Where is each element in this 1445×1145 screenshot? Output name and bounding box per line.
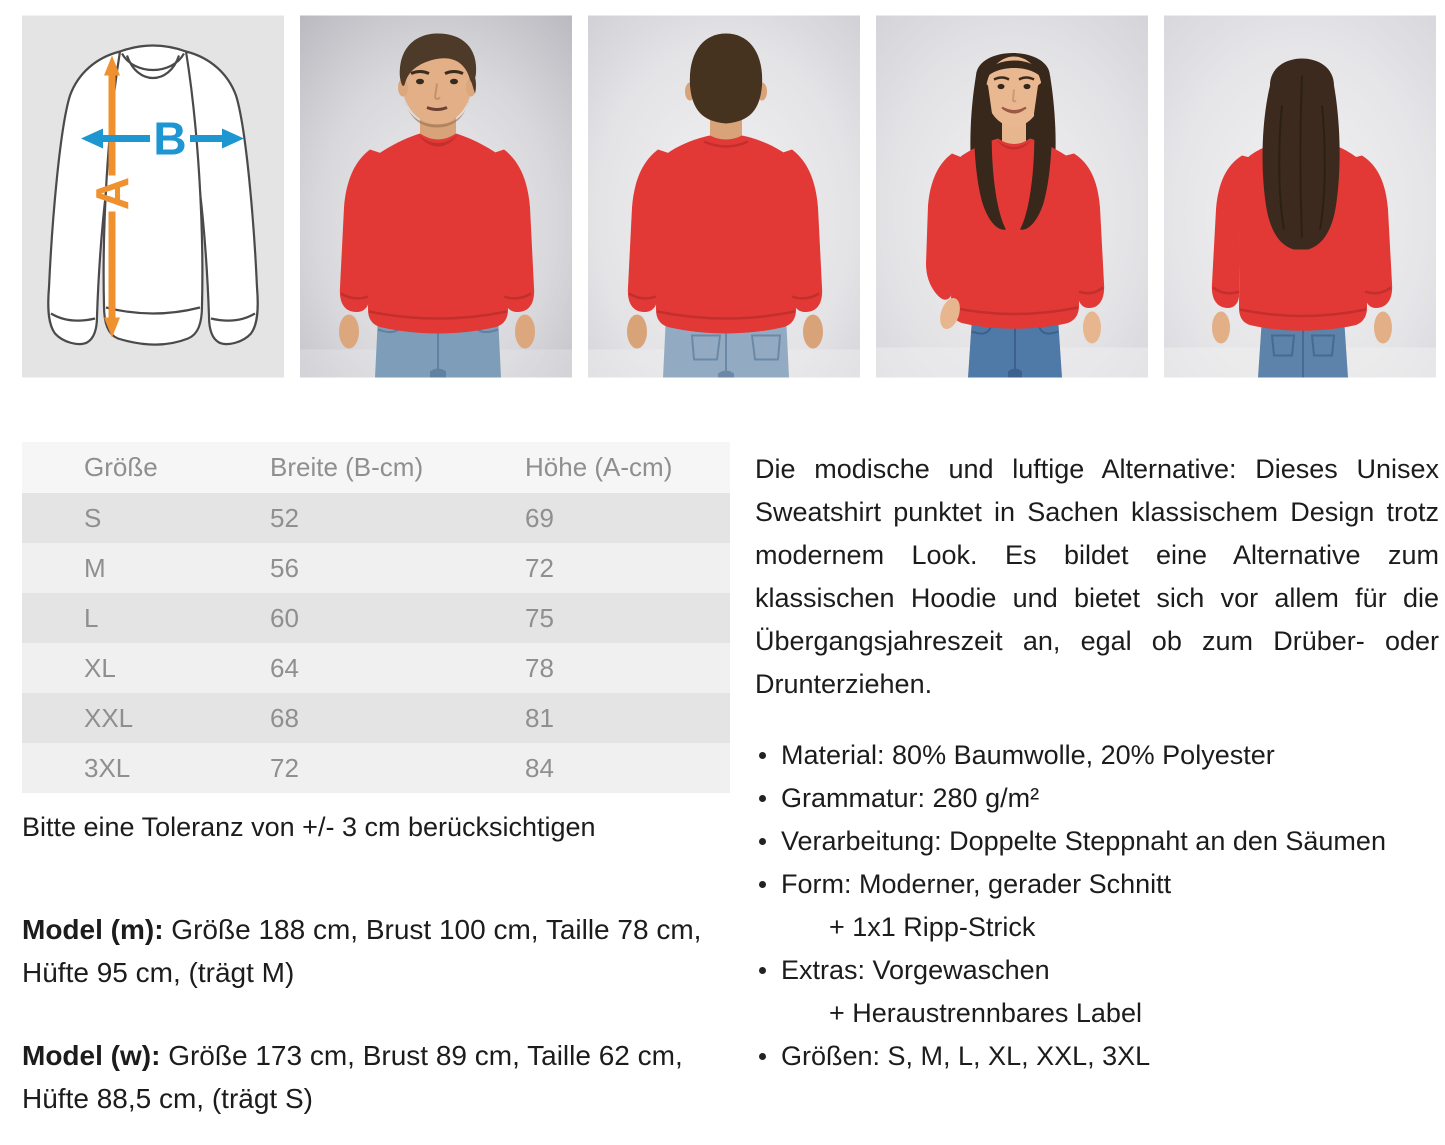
photo-man-front [300, 15, 572, 378]
photo-man-back [588, 15, 860, 378]
label-a: A [86, 176, 138, 211]
tolerance-note: Bitte eine Toleranz von +/- 3 cm berücksichtigen [22, 812, 596, 842]
header-groesse: Größe [22, 442, 270, 493]
feature-list [755, 734, 1439, 1078]
bullet-icon [755, 949, 781, 1035]
photo-woman-front-svg [876, 15, 1148, 378]
product-images [22, 15, 1436, 378]
photo-man-front-svg [300, 15, 572, 378]
feature-continuation: + 1x1 Ripp-Strick [829, 912, 1036, 942]
right-hand [1083, 312, 1101, 344]
torso [951, 139, 1079, 329]
list-item [755, 863, 1439, 949]
feature-text: Größen: S, M, L, XL, XXL, 3XL [781, 1041, 1151, 1071]
table-row: XXL 68 81 [22, 693, 730, 743]
photo-woman-back [1164, 15, 1436, 378]
header-hoehe: Höhe (A-cm) [525, 442, 730, 493]
table-row: L 60 75 [22, 593, 730, 643]
size-diagram [22, 15, 284, 378]
left-hand [339, 315, 359, 349]
feature-text: Verarbeitung: Doppelte Steppnaht an den Säumen [781, 826, 1386, 856]
bullet-icon [755, 734, 781, 777]
left-hand [1212, 312, 1230, 344]
photo-woman-back-svg [1164, 15, 1436, 378]
bullet-icon [755, 820, 781, 863]
size-diagram-svg [22, 15, 284, 378]
right-hand [1374, 312, 1392, 344]
model-m-info [22, 908, 712, 994]
feature-continuation: + Heraustrennbares Label [829, 998, 1142, 1028]
photo-woman-front [876, 15, 1148, 378]
table-header-row [22, 442, 730, 493]
hair-back [690, 34, 762, 124]
table-row: S 52 69 [22, 493, 730, 543]
feature-text: Form: Moderner, gerader Schnitt [781, 869, 1172, 899]
torso [368, 134, 508, 334]
list-item [755, 777, 1439, 820]
product-description: Die modische und luftige Alternative: Dieses Unisex Sweatshirt punktet in Sachen klassischem Design trotz modernem Look. Es bildet eine Alternative zum klassischen Hoodie und bietet sich vor allem für die Übergangsjahreszeit an, egal ob zum Drüber- oder Drunterziehen. [755, 454, 1439, 699]
feature-text: Grammatur: 280 g/m² [781, 783, 1040, 813]
right-hand [515, 315, 535, 349]
label-b: B [153, 112, 187, 165]
size-table [22, 442, 730, 793]
list-item [755, 734, 1439, 777]
model-w-info [22, 1034, 712, 1120]
header-breite: Breite (B-cm) [270, 442, 525, 493]
product-info-column [755, 448, 1439, 1078]
list-item [755, 820, 1439, 863]
photo-man-back-svg [588, 15, 860, 378]
model-m-text: Größe 188 cm, Brust 100 cm, Taille 78 cm, Hüfte 95 cm, (trägt M) [22, 914, 702, 988]
right-hand [803, 315, 823, 349]
model-w-text: Größe 173 cm, Brust 89 cm, Taille 62 cm, Hüfte 88,5 cm, (trägt S) [22, 1040, 683, 1114]
list-item [755, 949, 1439, 1035]
sweatshirt [340, 134, 534, 334]
feature-text: Extras: Vorgewaschen [781, 955, 1050, 985]
table-row: XL 64 78 [22, 643, 730, 693]
table-row: 3XL 72 84 [22, 743, 730, 793]
left-hand [627, 315, 647, 349]
bullet-icon [755, 777, 781, 820]
feature-text: Material: 80% Baumwolle, 20% Polyester [781, 740, 1275, 770]
bullet-icon [755, 863, 781, 949]
bullet-icon [755, 1035, 781, 1078]
sweatshirt-outline [48, 46, 258, 345]
list-item [755, 1035, 1439, 1078]
model-w-label: Model (w): [22, 1040, 161, 1071]
torso [656, 136, 796, 334]
model-m-label: Model (m): [22, 914, 164, 945]
sweatshirt [628, 136, 822, 334]
table-row: M 56 72 [22, 543, 730, 593]
